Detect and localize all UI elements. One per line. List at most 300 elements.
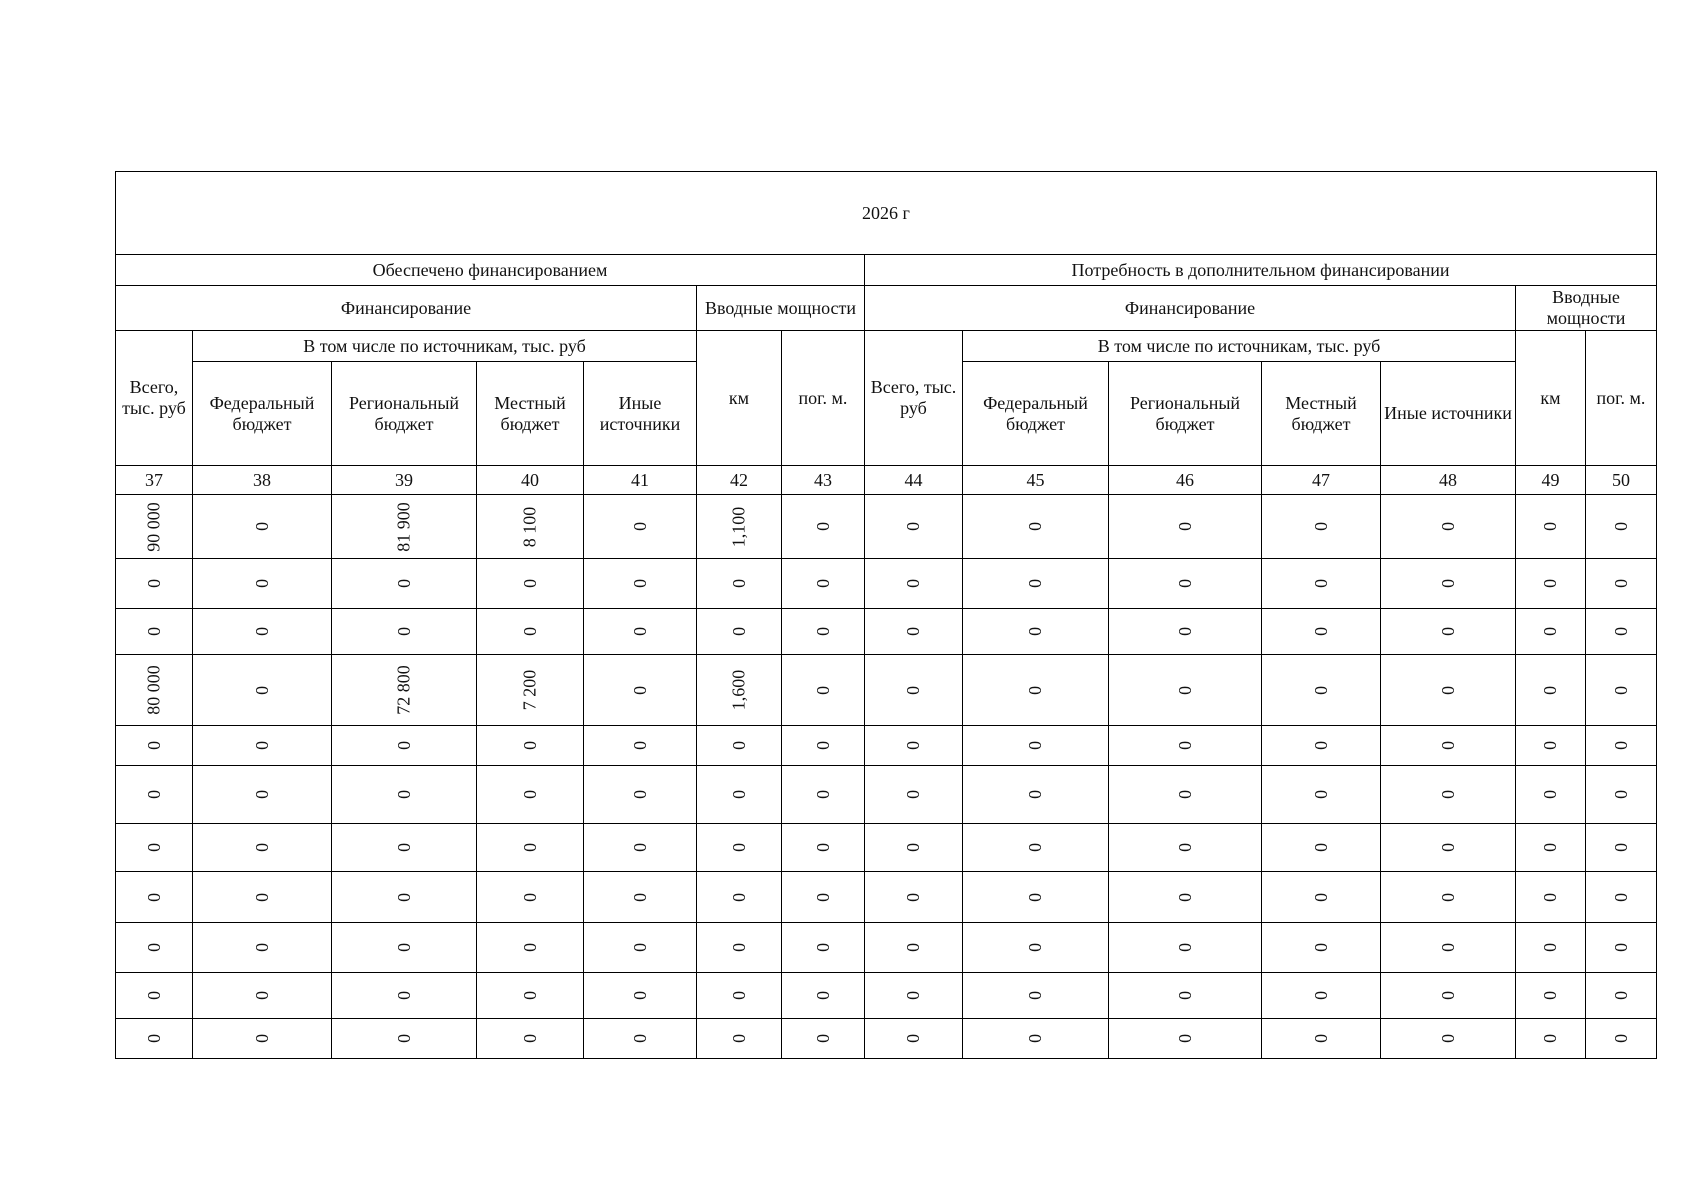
table-cell — [116, 766, 193, 824]
cell-value: 80 000 — [143, 665, 164, 715]
table-cell — [193, 766, 332, 824]
table-cell — [193, 495, 332, 559]
table-cell — [1381, 655, 1516, 726]
need-group-header: Потребность в дополнительном финансировании — [865, 255, 1657, 286]
table-cell — [963, 559, 1109, 609]
cell-value: 0 — [629, 790, 650, 799]
table-cell — [1516, 1019, 1586, 1059]
cell-value: 0 — [251, 1034, 272, 1043]
cell-value: 0 — [728, 627, 749, 636]
table-cell — [865, 766, 963, 824]
cell-value: 0 — [393, 943, 414, 952]
column-number: 44 — [865, 466, 963, 495]
cell-value: 0 — [251, 991, 272, 1000]
cell-value: 0 — [519, 991, 540, 1000]
table-cell — [477, 609, 584, 655]
cell-value: 0 — [393, 627, 414, 636]
table-row — [116, 824, 1657, 872]
table-cell — [697, 559, 782, 609]
cell-value: 0 — [629, 627, 650, 636]
table-cell — [477, 824, 584, 872]
cell-value: 0 — [143, 843, 164, 852]
cell-value: 0 — [143, 579, 164, 588]
cell-value: 0 — [1174, 741, 1195, 750]
table-cell — [1516, 824, 1586, 872]
column-number: 48 — [1381, 466, 1516, 495]
table-cell — [963, 973, 1109, 1019]
cell-value: 0 — [812, 685, 833, 695]
cell-value: 0 — [1437, 943, 1458, 952]
cell-value: 0 — [1540, 790, 1561, 799]
cell-value: 0 — [903, 892, 924, 902]
table-cell — [1516, 559, 1586, 609]
cell-value: 0 — [1610, 741, 1631, 750]
table-cell — [697, 973, 782, 1019]
table-cell — [1262, 609, 1381, 655]
table-cell — [1109, 824, 1262, 872]
table-cell — [1262, 726, 1381, 766]
table-cell — [584, 495, 697, 559]
table-row — [116, 923, 1657, 973]
cell-value: 0 — [251, 790, 272, 799]
table-row — [116, 1019, 1657, 1059]
cell-value: 0 — [1174, 1034, 1195, 1043]
table-cell — [697, 824, 782, 872]
table-cell — [477, 766, 584, 824]
column-number: 39 — [332, 466, 477, 495]
table-cell — [1586, 609, 1657, 655]
table-cell — [782, 495, 865, 559]
cell-value: 0 — [1540, 843, 1561, 852]
cell-value: 0 — [812, 627, 833, 636]
table-cell — [332, 1019, 477, 1059]
cell-value: 0 — [1540, 627, 1561, 636]
cell-value: 0 — [903, 1034, 924, 1043]
cell-value: 0 — [393, 579, 414, 588]
table-cell — [865, 726, 963, 766]
table-cell — [963, 766, 1109, 824]
table-cell — [782, 766, 865, 824]
cell-value: 0 — [629, 991, 650, 1000]
table-cell — [193, 609, 332, 655]
cell-value: 0 — [629, 579, 650, 588]
table-cell — [1586, 824, 1657, 872]
need-total-header: Всего, тыс. руб — [865, 331, 963, 466]
cell-value: 0 — [143, 1034, 164, 1043]
cell-value: 81 900 — [393, 501, 414, 552]
table-cell — [1516, 655, 1586, 726]
cell-value: 0 — [812, 741, 833, 750]
table-cell — [193, 973, 332, 1019]
table-cell — [332, 495, 477, 559]
table-cell — [1516, 609, 1586, 655]
table-cell — [697, 872, 782, 923]
cell-value: 0 — [812, 579, 833, 588]
table-cell — [116, 872, 193, 923]
cell-value: 0 — [1437, 843, 1458, 852]
cell-value: 0 — [1540, 522, 1561, 531]
cell-value: 0 — [1174, 843, 1195, 852]
cell-value: 0 — [1025, 790, 1046, 799]
table-cell — [332, 973, 477, 1019]
cell-value: 0 — [251, 522, 272, 531]
table-cell — [1109, 609, 1262, 655]
cell-value: 0 — [812, 522, 833, 531]
table-cell — [1381, 495, 1516, 559]
table-cell — [116, 1019, 193, 1059]
table-cell — [782, 973, 865, 1019]
table-cell — [865, 495, 963, 559]
need-regional-header: Региональный бюджет — [1109, 362, 1262, 466]
table-cell — [865, 824, 963, 872]
cell-value: 0 — [1610, 991, 1631, 1000]
cell-value: 0 — [728, 579, 749, 588]
table-cell — [1262, 824, 1381, 872]
cell-value: 0 — [812, 892, 833, 902]
secured-local-header: Местный бюджет — [477, 362, 584, 466]
need-by-sources-header: В том числе по источникам, тыс. руб — [963, 331, 1516, 362]
table-cell — [963, 824, 1109, 872]
cell-value: 0 — [1310, 991, 1331, 1000]
cell-value: 0 — [1437, 627, 1458, 636]
table-cell — [1381, 824, 1516, 872]
cell-value: 0 — [1540, 685, 1561, 695]
table-cell — [1586, 923, 1657, 973]
need-pog-m-header: пог. м. — [1586, 331, 1657, 466]
table-cell — [697, 1019, 782, 1059]
cell-value: 0 — [519, 943, 540, 952]
table-cell — [1381, 609, 1516, 655]
cell-value: 0 — [629, 685, 650, 695]
cell-value: 0 — [1174, 579, 1195, 588]
cell-value: 0 — [903, 843, 924, 852]
cell-value: 0 — [1310, 790, 1331, 799]
table-cell — [332, 726, 477, 766]
column-number-row — [116, 466, 1657, 495]
cell-value: 0 — [393, 1034, 414, 1043]
table-cell — [477, 973, 584, 1019]
financing-table — [115, 171, 1657, 1059]
cell-value: 0 — [251, 943, 272, 952]
table-cell — [116, 973, 193, 1019]
cell-value: 0 — [143, 892, 164, 902]
cell-value: 0 — [903, 627, 924, 636]
table-cell — [865, 973, 963, 1019]
table-cell — [697, 923, 782, 973]
cell-value: 0 — [812, 991, 833, 1000]
cell-value: 0 — [1174, 991, 1195, 1000]
cell-value: 0 — [519, 892, 540, 902]
table-cell — [1109, 973, 1262, 1019]
cell-value: 0 — [251, 741, 272, 750]
table-cell — [1586, 872, 1657, 923]
cell-value: 0 — [251, 685, 272, 695]
table-cell — [1109, 766, 1262, 824]
cell-value: 0 — [1310, 843, 1331, 852]
cell-value: 0 — [629, 843, 650, 852]
year-header: 2026 г — [116, 172, 1657, 255]
table-cell — [193, 655, 332, 726]
table-cell — [1109, 923, 1262, 973]
cell-value: 0 — [1610, 943, 1631, 952]
cell-value: 0 — [519, 843, 540, 852]
cell-value: 0 — [1610, 1034, 1631, 1043]
financing-table-sheet — [115, 171, 1657, 1059]
cell-value: 0 — [903, 943, 924, 952]
cell-value: 0 — [1437, 1034, 1458, 1043]
table-cell — [1381, 1019, 1516, 1059]
table-cell — [865, 872, 963, 923]
table-cell — [865, 559, 963, 609]
table-cell — [332, 609, 477, 655]
cell-value: 0 — [1310, 892, 1331, 902]
table-cell — [193, 824, 332, 872]
cell-value: 0 — [143, 943, 164, 952]
cell-value: 0 — [251, 579, 272, 588]
cell-value: 0 — [1437, 685, 1458, 695]
column-number: 38 — [193, 466, 332, 495]
cell-value: 0 — [1310, 685, 1331, 695]
table-cell — [865, 1019, 963, 1059]
cell-value: 0 — [728, 741, 749, 750]
table-cell — [963, 872, 1109, 923]
cell-value: 0 — [1310, 943, 1331, 952]
cell-value: 0 — [1174, 892, 1195, 902]
cell-value: 0 — [519, 790, 540, 799]
secured-km-header: км — [697, 331, 782, 466]
column-number: 49 — [1516, 466, 1586, 495]
table-cell — [963, 923, 1109, 973]
table-cell — [697, 609, 782, 655]
cell-value: 0 — [1174, 790, 1195, 799]
table-cell — [1262, 559, 1381, 609]
cell-value: 0 — [629, 741, 650, 750]
cell-value: 1,600 — [728, 669, 749, 711]
table-cell — [116, 726, 193, 766]
table-cell — [697, 766, 782, 824]
table-cell — [477, 726, 584, 766]
table-cell — [782, 872, 865, 923]
table-cell — [116, 495, 193, 559]
cell-value: 0 — [1437, 579, 1458, 588]
cell-value: 0 — [1310, 741, 1331, 750]
cell-value: 90 000 — [143, 501, 164, 552]
table-cell — [332, 923, 477, 973]
cell-value: 0 — [1437, 522, 1458, 531]
table-cell — [1381, 726, 1516, 766]
table-cell — [1516, 872, 1586, 923]
cell-value: 0 — [1610, 685, 1631, 695]
cell-value: 0 — [1540, 1034, 1561, 1043]
secured-capacity-header: Вводные мощности — [697, 286, 865, 331]
table-cell — [477, 495, 584, 559]
table-cell — [1516, 923, 1586, 973]
need-other-header: Иные источники — [1381, 362, 1516, 466]
column-number: 46 — [1109, 466, 1262, 495]
table-cell — [782, 655, 865, 726]
cell-value: 0 — [1174, 522, 1195, 531]
cell-value: 0 — [1540, 943, 1561, 952]
table-cell — [193, 1019, 332, 1059]
table-cell — [584, 766, 697, 824]
table-cell — [1109, 726, 1262, 766]
cell-value: 0 — [1437, 741, 1458, 750]
table-cell — [116, 609, 193, 655]
cell-value: 0 — [143, 627, 164, 636]
cell-value: 0 — [903, 685, 924, 695]
cell-value: 0 — [629, 522, 650, 531]
cell-value: 0 — [903, 991, 924, 1000]
cell-value: 0 — [728, 790, 749, 799]
table-cell — [782, 824, 865, 872]
secured-federal-header: Федеральный бюджет — [193, 362, 332, 466]
cell-value: 0 — [728, 843, 749, 852]
table-row — [116, 559, 1657, 609]
column-number: 47 — [1262, 466, 1381, 495]
cell-value: 0 — [393, 741, 414, 750]
table-cell — [1381, 923, 1516, 973]
table-cell — [963, 495, 1109, 559]
table-cell — [1262, 655, 1381, 726]
table-cell — [116, 923, 193, 973]
table-cell — [865, 923, 963, 973]
table-cell — [1262, 495, 1381, 559]
cell-value: 0 — [728, 943, 749, 952]
column-number: 50 — [1586, 466, 1657, 495]
table-cell — [584, 824, 697, 872]
cell-value: 0 — [1025, 627, 1046, 636]
cell-value: 0 — [812, 1034, 833, 1043]
cell-value: 0 — [519, 1034, 540, 1043]
table-cell — [1381, 973, 1516, 1019]
cell-value: 0 — [143, 741, 164, 750]
table-cell — [963, 1019, 1109, 1059]
need-local-header: Местный бюджет — [1262, 362, 1381, 466]
table-cell — [1516, 973, 1586, 1019]
cell-value: 0 — [1610, 843, 1631, 852]
table-cell — [1109, 495, 1262, 559]
table-cell — [963, 655, 1109, 726]
cell-value: 0 — [251, 892, 272, 902]
table-cell — [332, 824, 477, 872]
cell-value: 0 — [629, 1034, 650, 1043]
cell-value: 0 — [1610, 790, 1631, 799]
need-km-header: км — [1516, 331, 1586, 466]
table-row — [116, 973, 1657, 1019]
cell-value: 0 — [903, 790, 924, 799]
table-cell — [782, 1019, 865, 1059]
table-row — [116, 766, 1657, 824]
cell-value: 0 — [143, 790, 164, 799]
cell-value: 0 — [812, 843, 833, 852]
column-number: 45 — [963, 466, 1109, 495]
cell-value: 7 200 — [519, 669, 540, 711]
cell-value: 0 — [1610, 579, 1631, 588]
table-cell — [1381, 559, 1516, 609]
table-cell — [1586, 726, 1657, 766]
table-cell — [584, 973, 697, 1019]
table-cell — [697, 495, 782, 559]
cell-value: 0 — [1025, 943, 1046, 952]
cell-value: 0 — [1540, 579, 1561, 588]
secured-other-header: Иные источники — [584, 362, 697, 466]
cell-value: 1,100 — [728, 506, 749, 547]
cell-value: 0 — [1437, 892, 1458, 902]
table-cell — [865, 655, 963, 726]
cell-value: 0 — [519, 627, 540, 636]
secured-pog-m-header: пог. м. — [782, 331, 865, 466]
table-cell — [1262, 973, 1381, 1019]
table-cell — [1109, 1019, 1262, 1059]
cell-value: 0 — [728, 991, 749, 1000]
table-cell — [193, 872, 332, 923]
table-cell — [193, 923, 332, 973]
table-cell — [116, 655, 193, 726]
table-cell — [1262, 1019, 1381, 1059]
cell-value: 0 — [519, 741, 540, 750]
cell-value: 0 — [1310, 579, 1331, 588]
cell-value: 0 — [1174, 943, 1195, 952]
table-cell — [477, 559, 584, 609]
table-cell — [697, 726, 782, 766]
table-row — [116, 726, 1657, 766]
table-cell — [1586, 655, 1657, 726]
table-cell — [584, 655, 697, 726]
cell-value: 0 — [393, 790, 414, 799]
table-cell — [963, 609, 1109, 655]
cell-value: 0 — [519, 579, 540, 588]
table-cell — [1262, 872, 1381, 923]
cell-value: 0 — [1174, 627, 1195, 636]
cell-value: 72 800 — [393, 665, 414, 715]
need-capacity-header: Вводные мощности — [1516, 286, 1657, 331]
table-cell — [193, 726, 332, 766]
cell-value: 0 — [393, 843, 414, 852]
cell-value: 0 — [1610, 627, 1631, 636]
secured-group-header: Обеспечено финансированием — [116, 255, 865, 286]
column-number: 40 — [477, 466, 584, 495]
cell-value: 0 — [1310, 627, 1331, 636]
cell-value: 0 — [629, 892, 650, 902]
cell-value: 0 — [903, 522, 924, 531]
table-cell — [782, 609, 865, 655]
cell-value: 0 — [1174, 685, 1195, 695]
table-cell — [782, 559, 865, 609]
column-number: 43 — [782, 466, 865, 495]
cell-value: 0 — [251, 843, 272, 852]
cell-value: 0 — [1025, 991, 1046, 1000]
cell-value: 0 — [812, 790, 833, 799]
table-cell — [1516, 726, 1586, 766]
cell-value: 0 — [1025, 1034, 1046, 1043]
table-row — [116, 495, 1657, 559]
column-number: 42 — [697, 466, 782, 495]
table-row — [116, 872, 1657, 923]
table-cell — [1109, 872, 1262, 923]
table-cell — [116, 824, 193, 872]
table-row — [116, 609, 1657, 655]
secured-total-header: Всего, тыс. руб — [116, 331, 193, 466]
cell-value: 0 — [251, 627, 272, 636]
table-cell — [477, 923, 584, 973]
cell-value: 0 — [1025, 892, 1046, 902]
table-cell — [1381, 766, 1516, 824]
table-cell — [1586, 766, 1657, 824]
cell-value: 0 — [1025, 579, 1046, 588]
cell-value: 0 — [812, 943, 833, 952]
cell-value: 0 — [1025, 741, 1046, 750]
cell-value: 0 — [1540, 741, 1561, 750]
